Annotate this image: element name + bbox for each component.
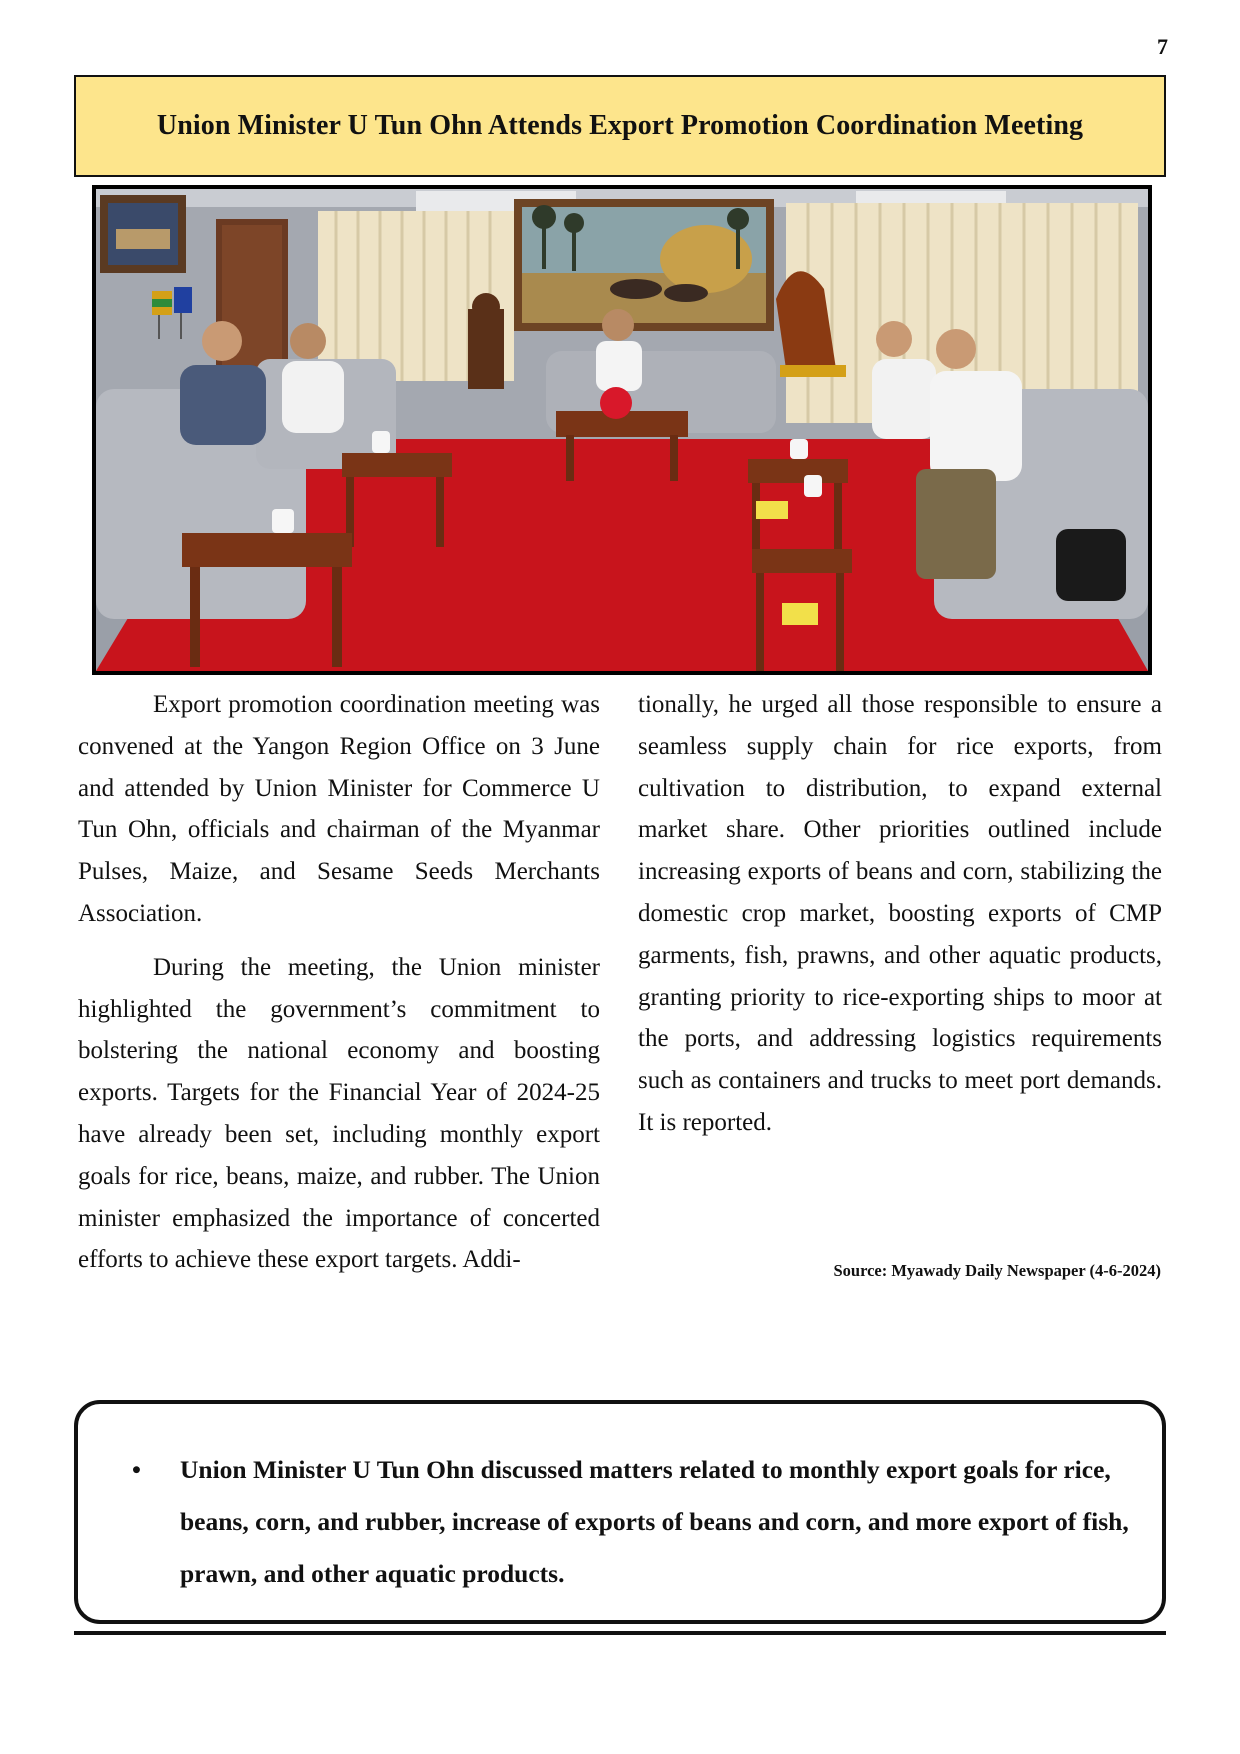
source-citation: Source: Myawady Daily Newspaper (4-6-2024) — [833, 1261, 1161, 1280]
key-points-box — [74, 1400, 1166, 1624]
meeting-room-photo-icon — [96, 189, 1148, 671]
page-number: 7 — [1157, 34, 1168, 59]
article-left-column — [78, 684, 600, 1281]
key-point-item — [132, 1444, 1144, 1600]
article-paragraph: During the meeting, the Union minister highlighted the government’s commitment to bolstering the national economy and boosting exports. Targets for the Financial Year of 2024-25 have already been set, including monthly export goals for rice, beans, maize, and rubber. The Union minister emphasized the importance of concerted efforts to achieve these export targets. Addi- — [78, 953, 600, 1274]
bottom-divider — [74, 1631, 1166, 1635]
bullet-icon: • — [132, 1455, 141, 1484]
title-banner — [74, 75, 1166, 177]
key-point-text: Union Minister U Tun Ohn discussed matters related to monthly export goals for rice, beans, corn, and rubber, increase of exports of beans and corn, and more export of fish, prawn, and other aquatic products. — [180, 1455, 1129, 1588]
article-paragraph: tionally, he urged all those responsible to ensure a seamless supply chain for rice exports, from cultivation to distribution, to expand external market share. Other priorities outlined include increasing exports of beans and corn, stabilizing the domestic crop market, boosting exports of CMP garments, fish, prawns, and other aquatic products, granting priority to rice-exporting ships to moor at the ports, and addressing logistics requirements such as containers and trucks to meet port demands. It is reported. — [638, 691, 1162, 1136]
article-right-column — [638, 684, 1162, 1144]
article-title: Union Minister U Tun Ohn Attends Export Promotion Coordination Meeting — [156, 110, 1084, 141]
article-paragraph: Export promotion coordination meeting was convened at the Yangon Region Office on 3 June and attended by Union Minister for Commerce U Tun Ohn, officials and chairman of the Myanmar Pulses, Maize, and Sesame Seeds Merchants Association. — [78, 691, 600, 927]
meeting-photo — [92, 185, 1152, 675]
